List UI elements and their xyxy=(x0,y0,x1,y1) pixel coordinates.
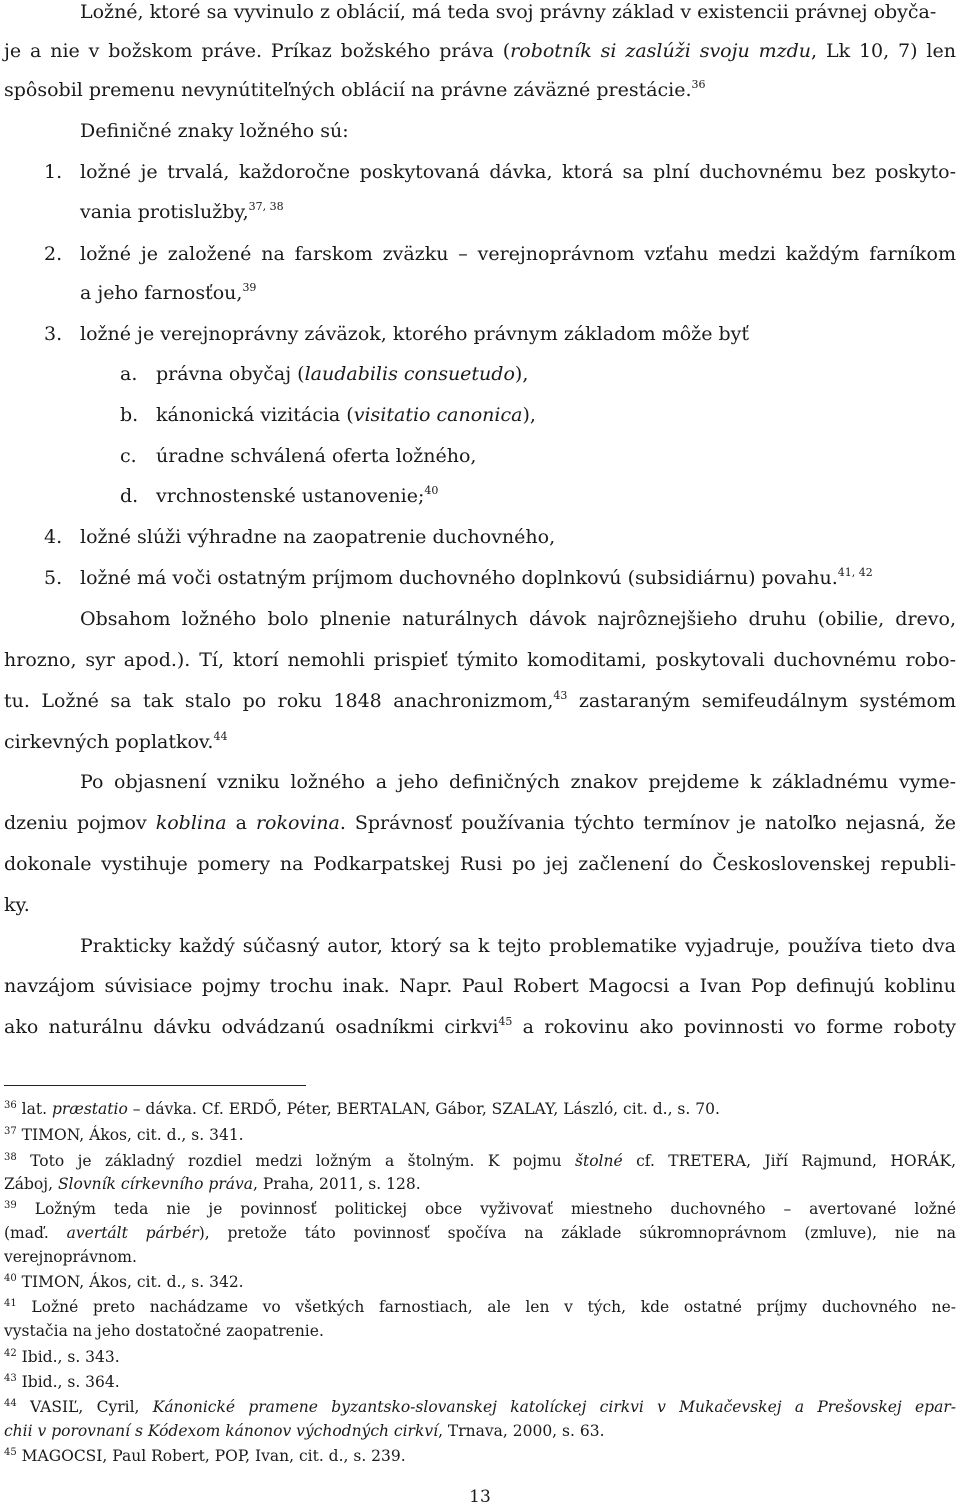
footnote-cont: (maď. avertált párbér), pretože táto povinnosť spočíva na základe súkromnoprávnom (zmluve), nie na xyxy=(4,1224,956,1242)
footnote-cont: Záboj, Slovník církevního práva, Praha, 2011, s. 128. xyxy=(4,1175,421,1193)
footnote: $^{40}$ TIMON, Ákos, cit. d., s. 342. xyxy=(4,1273,244,1291)
body-line: ky. xyxy=(4,894,30,916)
footnote: $^{37}$ TIMON, Ákos, cit. d., s. 341. xyxy=(4,1126,244,1144)
body-line: Obsahom ložného bolo plnenie naturálnych dávok najrôznejšieho druhu (obilie, drevo, xyxy=(80,608,956,630)
footnote-ref: 39 xyxy=(242,281,257,294)
footnote-ref: 41, 42 xyxy=(837,566,873,579)
footnote-ref: 40 xyxy=(424,484,439,497)
list-item: ložné je verejnoprávny záväzok, ktorého právnym základom môže byť xyxy=(80,323,750,345)
footnote: $^{39}$ Ložným teda nie je povinnosť politickej obce vyživovať miestneho duchovného – avertované ložné xyxy=(4,1200,957,1218)
body-line: cirkevných poplatkov.$^{44}$ xyxy=(4,730,228,753)
body-line: navzájom súvisiace pojmy trochu inak. Napr. Paul Robert Magocsi a Ivan Pop definujú koblinu xyxy=(4,975,956,997)
sublist-item: právna obyčaj (laudabilis consuetudo), xyxy=(156,363,529,385)
body-line: ako naturálnu dávku odvádzanú osadníkmi cirkvi$^{45}$ a rokovinu ako povinnosti vo forme roboty xyxy=(4,1015,956,1038)
list-number: 3. xyxy=(44,323,63,345)
body-line: dokonale vystihuje pomery na Podkarpatskej Rusi po jej začlenení do Československej republi- xyxy=(4,853,956,875)
list-item: ložné slúži výhradne na zaopatrenie duchovného, xyxy=(80,526,556,548)
list-item: ložné je trvalá, každoročne poskytovaná dávka, ktorá sa plní duchovnému bez poskyto- xyxy=(80,161,956,183)
footnote: $^{43}$ Ibid., s. 364. xyxy=(4,1373,120,1391)
list-intro: Definičné znaky ložného sú: xyxy=(80,120,349,142)
body-line: hrozno, syr apod.). Tí, ktorí nemohli prispieť týmito komoditami, poskytovali duchovnému robo- xyxy=(4,649,956,671)
body-line: je a nie v božskom práve. Príkaz božského práva (robotník si zaslúži svoju mzdu, Lk 10, 7) len xyxy=(4,40,956,62)
page-number: 13 xyxy=(469,1487,491,1507)
list-item: ložné má voči ostatným príjmom duchovného doplnkovú (subsidiárnu) povahu.$^{41, 42}$ xyxy=(80,566,873,589)
list-item-cont: a jeho farnosťou,$^{39}$ xyxy=(80,281,257,304)
list-item-cont: vania protislužby,$^{37, 38}$ xyxy=(80,200,284,223)
footnote-ref: 37, 38 xyxy=(248,200,284,213)
footnote: $^{38}$ Toto je základný rozdiel medzi ložným a štolným. K pojmu štolné cf. TRETERA, Jiří Rajmund, HORÁK, xyxy=(4,1152,956,1170)
body-line: spôsobil premenu nevynútiteľných oblácií na právne záväzné prestácie.$^{36}$ xyxy=(4,78,706,101)
footnote: $^{44}$ VASIĽ, Cyril, Kánonické pramene byzantsko-slovanskej katolíckej cirkvi v Mukačevskej a Prešovskej epar- xyxy=(4,1398,956,1416)
list-number: 4. xyxy=(44,526,63,548)
body-line: Prakticky každý súčasný autor, ktorý sa k tejto problematike vyjadruje, používa tieto dva xyxy=(80,935,956,957)
footnote: $^{45}$ MAGOCSI, Paul Robert, POP, Ivan, cit. d., s. 239. xyxy=(4,1447,406,1465)
list-number: 2. xyxy=(44,243,63,265)
footnote-separator xyxy=(4,1085,306,1086)
sublist-item: kánonická vizitácia (visitatio canonica), xyxy=(156,404,536,426)
sublist-mark: a. xyxy=(120,363,138,385)
footnote-cont: vystačia na jeho dostatočné zaopatrenie. xyxy=(4,1322,324,1340)
body-line: Po objasnení vzniku ložného a jeho definičných znakov prejdeme k základnému vyme- xyxy=(80,771,956,793)
footnote: $^{36}$ lat. præstatio – dávka. Cf. ERDŐ, Péter, BERTALAN, Gábor, SZALAY, László, cit. d., s. 70. xyxy=(4,1100,720,1118)
footnote-cont: chii v porovnaní s Kódexom kánonov východných cirkví, Trnava, 2000, s. 63. xyxy=(4,1422,605,1440)
sublist-mark: c. xyxy=(120,445,137,467)
footnote-ref: 45 xyxy=(498,1015,513,1028)
footnote-ref: 36 xyxy=(691,78,706,91)
body-line: dzeniu pojmov koblina a rokovina. Správnosť používania týchto termínov je natoľko nejasná, že xyxy=(4,812,956,834)
footnote-cont: verejnoprávnom. xyxy=(4,1248,137,1266)
sublist-item: úradne schválená oferta ložného, xyxy=(156,445,477,467)
footnote: $^{41}$ Ložné preto nachádzame vo všetkých farnostiach, ale len v tých, kde ostatné príjmy duchovného ne- xyxy=(4,1298,956,1316)
sublist-mark: b. xyxy=(120,404,139,426)
footnote: $^{42}$ Ibid., s. 343. xyxy=(4,1348,120,1366)
body-line: tu. Ložné sa tak stalo po roku 1848 anachronizmom,$^{43}$ zastaraným semifeudálnym systémom xyxy=(4,689,956,712)
sublist-item: vrchnostenské ustanovenie;$^{40}$ xyxy=(156,484,439,507)
sublist-mark: d. xyxy=(120,485,139,507)
list-number: 1. xyxy=(44,161,63,183)
footnote-ref: 43 xyxy=(553,689,568,702)
list-number: 5. xyxy=(44,567,63,589)
list-item: ložné je založené na farskom zväzku – verejnoprávnom vzťahu medzi každým farníkom xyxy=(80,243,956,265)
footnote-ref: 44 xyxy=(213,730,228,743)
body-line: Ložné, ktoré sa vyvinulo z oblácií, má teda svoj právny základ v existencii právnej obyča- xyxy=(80,1,937,23)
